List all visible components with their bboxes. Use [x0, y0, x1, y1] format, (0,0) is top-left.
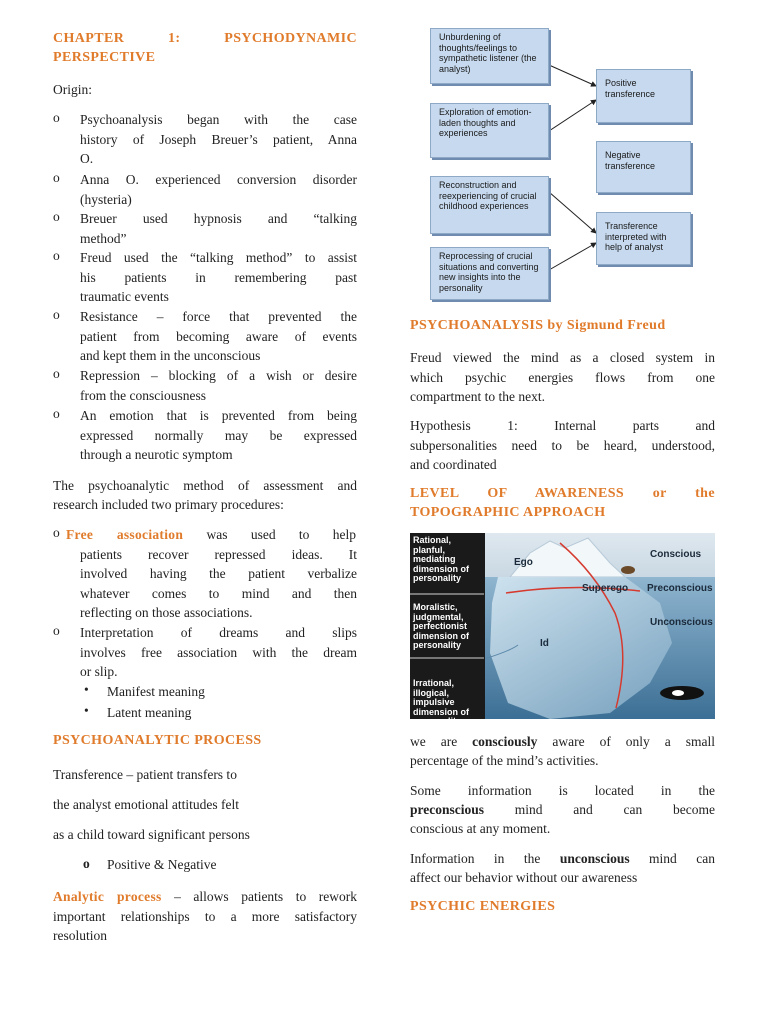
freud-heading: PSYCHOANALYSIS by Sigmund Freud — [410, 318, 666, 333]
origin-item-line: Repression – blocking of a wish or desire — [80, 368, 357, 383]
conscious-label: Conscious — [650, 549, 702, 560]
free-association-line: reflecting on those associations. — [80, 605, 253, 620]
unconscious-label: Unconscious — [650, 617, 713, 628]
origin-item-line: method” — [80, 230, 127, 246]
list-marker: o — [53, 366, 60, 381]
origin-label: Origin: — [53, 82, 92, 97]
diagram-step-box: Unburdening of thoughts/feelings to sympathetic listener (the analyst) — [430, 28, 549, 84]
analytic-process-line: resolution — [53, 928, 107, 943]
origin-item-line: Freud used the “talking method” to assist — [80, 250, 357, 265]
positive-negative-text: Positive & Negative — [107, 857, 217, 872]
preconscious-line3: conscious at any moment. — [410, 821, 551, 836]
list-marker: o — [53, 623, 60, 638]
origin-item-line: Psychoanalysis began with the case — [80, 112, 357, 127]
iceberg-side-label: Rational, planful, mediating dimension of personality — [413, 535, 469, 583]
origin-item-line: Resistance – force that prevented the — [80, 309, 357, 324]
preconscious-line1: Some information is located in the — [410, 783, 715, 798]
method-paragraph-line2: research included two primary procedures: — [53, 497, 284, 512]
preconscious-term: preconscious — [410, 802, 485, 817]
psychoanalytic-process-heading: PSYCHOANALYTIC PROCESS — [53, 733, 262, 748]
free-association-first-line — [66, 525, 356, 545]
analytic-process-first-line — [53, 887, 357, 907]
diagram-outcome-box: Negative transference — [596, 141, 691, 193]
hypothesis-line: subpersonalities need to be heard, understood, — [410, 437, 715, 453]
free-association-term: Free association — [66, 527, 184, 542]
freud-line: Freud viewed the mind as a closed system in — [410, 350, 715, 365]
list-marker: o — [53, 170, 60, 185]
origin-item-line: from the consciousness — [80, 387, 206, 403]
origin-item-line: history of Joseph Breuer’s patient, Anna — [80, 131, 357, 147]
list-marker: o — [53, 209, 60, 224]
free-association-line: involved having the patient verbalize — [80, 566, 357, 581]
dreams-line: involves free association with the dream — [80, 644, 357, 660]
preconscious-line2 — [410, 800, 715, 820]
chapter-title-line1: CHAPTER 1: PSYCHODYNAMIC — [53, 31, 357, 46]
bullet-icon: • — [84, 703, 89, 718]
unconscious-post: mind can — [629, 851, 715, 866]
origin-item-line: An emotion that is prevented from being — [80, 408, 357, 423]
bullet-icon: • — [84, 682, 89, 697]
hypothesis-line: Hypothesis 1: Internal parts and — [410, 418, 715, 433]
unconscious-line1 — [410, 849, 715, 869]
origin-item-line: and kept them in the unconscious — [80, 348, 261, 363]
dreams-line: or slip. — [80, 664, 118, 679]
iceberg-side-label: Irrational, illogical, impulsive dimension of personality — [413, 678, 469, 726]
diagram-outcome-box: Positive transference — [596, 69, 691, 123]
transference-line: Transference – patient transfers to — [53, 767, 237, 782]
transference-line: as a child toward significant persons — [53, 827, 250, 842]
dreams-line: Interpretation of dreams and slips — [80, 625, 357, 640]
analytic-process-line: important relationships to a more satisfactory — [53, 908, 357, 924]
preconscious-post: mind and can become — [484, 802, 715, 817]
origin-item-line: O. — [80, 151, 94, 166]
level-heading-line1: LEVEL OF AWARENESS or the — [410, 486, 715, 501]
origin-item-line: expressed normally may be expressed — [80, 427, 357, 443]
diagram-step-box: Exploration of emotion-laden thoughts and experiences — [430, 103, 549, 158]
iceberg-side-label: Moralistic, judgmental, perfectionist dimension of personality — [413, 602, 469, 650]
freud-line: which psychic energies flows from one — [410, 369, 715, 385]
psychic-energies-heading: PSYCHIC ENERGIES — [410, 899, 556, 914]
method-paragraph-line1: The psychoanalytic method of assessment and — [53, 478, 357, 493]
iceberg-figure — [410, 533, 715, 726]
meaning-bullet-text: Latent meaning — [107, 705, 192, 720]
list-marker: o — [53, 307, 60, 322]
unconscious-pre: Information in the — [410, 851, 560, 866]
list-marker: o — [53, 110, 60, 125]
origin-item-line: his patients in remembering past — [80, 269, 357, 285]
origin-item-line: Breuer used hypnosis and “talking — [80, 211, 357, 226]
transference-line: the analyst emotional attitudes felt — [53, 797, 239, 812]
origin-item-line: patient from becoming aware of events — [80, 328, 357, 344]
analytic-process-rest: – allows patients to rework — [161, 889, 357, 904]
id-label: Id — [540, 638, 549, 649]
list-marker: o — [53, 248, 60, 263]
analytic-process-term: Analytic process — [53, 889, 162, 904]
superego-label: Superego — [582, 583, 629, 594]
free-association-rest: was used to help — [183, 527, 356, 542]
conscious-pre: we are — [410, 734, 473, 749]
chapter-title-line2: PERSPECTIVE — [53, 50, 156, 65]
origin-item-line: through a neurotic symptom — [80, 447, 233, 462]
list-marker: o — [53, 406, 60, 421]
origin-item-line: (hysteria) — [80, 191, 132, 207]
meaning-bullet-text: Manifest meaning — [107, 684, 205, 699]
conscious-line2: percentage of the mind’s activities. — [410, 753, 599, 768]
diagram-step-box: Reprocessing of crucial situations and converting new insights into the personality — [430, 247, 549, 300]
pos-neg-marker: o — [83, 856, 90, 871]
conscious-post: aware of only a small — [537, 734, 715, 749]
hypothesis-line: and coordinated — [410, 457, 497, 472]
free-association-line: whatever comes to mind and then — [80, 585, 357, 601]
origin-item-line: Anna O. experienced conversion disorder — [80, 172, 357, 187]
psychoanalysis-flow-diagram — [430, 28, 720, 304]
diagram-outcome-box: Transference interpreted with help of analyst — [596, 212, 691, 265]
origin-item-line: traumatic events — [80, 289, 169, 304]
diagram-step-box: Reconstruction and reexperiencing of crucial childhood experiences — [430, 176, 549, 234]
conscious-term: consciously — [472, 734, 538, 749]
conscious-line1 — [410, 732, 715, 752]
unconscious-term: unconscious — [559, 851, 630, 866]
level-heading-line2: TOPOGRAPHIC APPROACH — [410, 505, 606, 520]
freud-line: compartment to the next. — [410, 389, 545, 404]
unconscious-line2: affect our behavior without our awareness — [410, 870, 638, 885]
ego-label: Ego — [514, 557, 533, 568]
free-association-line: patients recover repressed ideas. It — [80, 546, 357, 562]
preconscious-label: Preconscious — [647, 583, 713, 594]
list-marker: o — [53, 525, 60, 540]
